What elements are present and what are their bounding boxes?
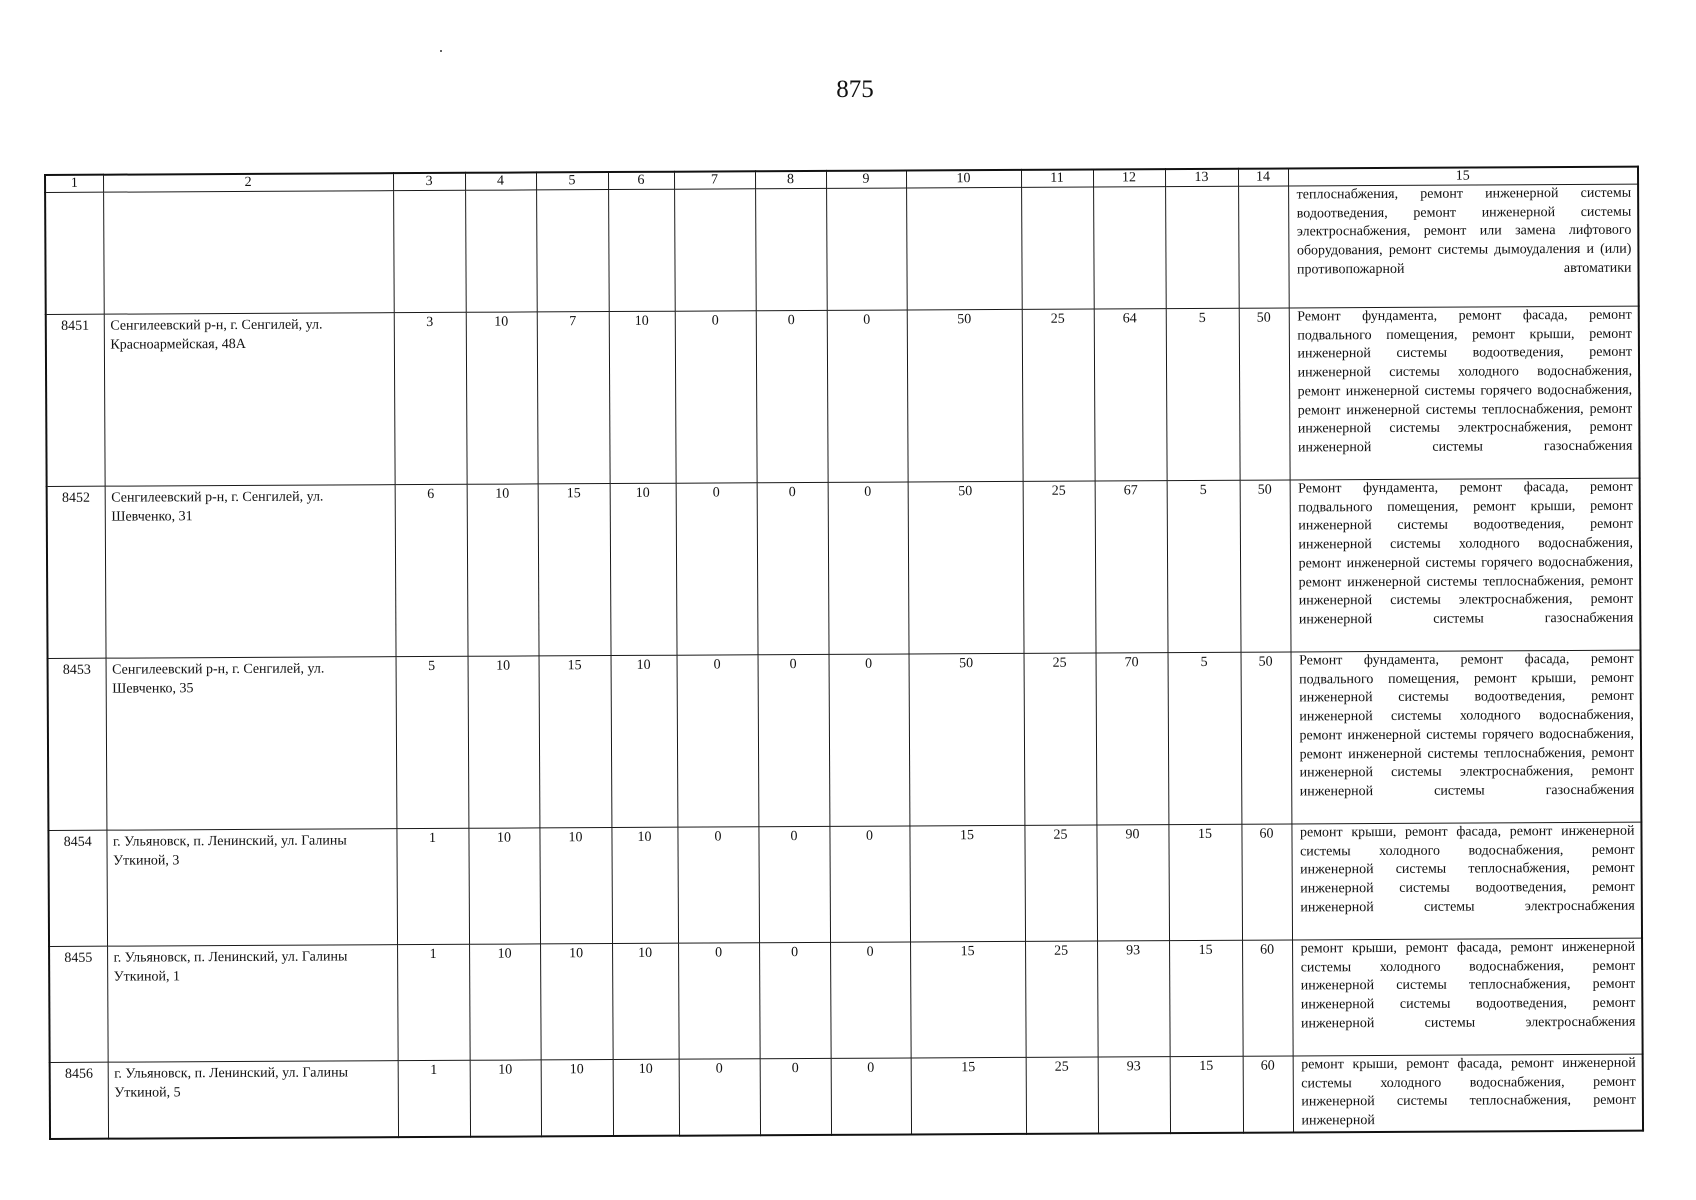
value-cell: 10 xyxy=(541,1060,613,1137)
value-cell: 10 xyxy=(466,312,538,484)
value-cell: 5 xyxy=(396,656,469,828)
value-cell: 90 xyxy=(1096,825,1169,941)
value-cell: 0 xyxy=(830,942,911,1058)
value-cell: 25 xyxy=(1024,825,1097,941)
value-cell: 0 xyxy=(756,310,828,482)
record-id-cell: 8453 xyxy=(48,658,107,830)
value-cell: 25 xyxy=(1025,941,1098,1057)
value-cell: 10 xyxy=(612,943,679,1059)
value-cell: 10 xyxy=(467,484,539,656)
repair-register-table xyxy=(44,166,1644,1140)
value-cell: 50 xyxy=(908,481,1024,654)
value-cell: 0 xyxy=(678,943,760,1059)
address-cell: Сенгилеевский р-н, г. Сенгилей, ул. Шевченко, 35 xyxy=(106,657,397,831)
value-cell: 15 xyxy=(538,484,611,656)
value-cell: 50 xyxy=(909,653,1025,826)
value-cell: 1 xyxy=(397,944,470,1060)
value-cell xyxy=(1021,187,1094,309)
value-cell: 15 xyxy=(910,941,1026,1058)
value-cell: 0 xyxy=(676,483,758,655)
address-cell: Сенгилеевский р-н, г. Сенгилей, ул. Красноармейская, 48А xyxy=(104,313,395,487)
table-row xyxy=(48,650,1642,830)
address-cell xyxy=(103,191,394,315)
column-header: 12 xyxy=(1093,169,1165,187)
table-row xyxy=(45,184,1639,314)
value-cell: 60 xyxy=(1242,940,1293,1056)
record-id-cell: 8454 xyxy=(48,830,107,946)
value-cell xyxy=(465,190,537,312)
value-cell: 0 xyxy=(759,942,831,1058)
table-row xyxy=(50,1054,1643,1139)
value-cell xyxy=(826,188,907,310)
value-cell: 10 xyxy=(611,827,678,943)
value-cell: 10 xyxy=(468,828,540,944)
works-description-cell: ремонт крыши, ремонт фасада, ремонт инженерной системы холодного водоснабжения, ремонт инженерной системы теплоснабжения, ремонт инженерной системы водоотведения, ремонт инженерной системы электроснабжения xyxy=(1292,938,1643,1056)
works-description-cell: Ремонт фундамента, ремонт фасада, ремонт подвального помещения, ремонт крыши, ремонт инженерной системы водоотведения, ремонт инженерной системы холодного водоснабжения, ремонт инженерной системы горячего водоснабжения, ремонт инженерной системы теплоснабжения, ремонт инженерной системы электроснабжения, ремонт инженерной системы газоснабжения xyxy=(1289,306,1640,480)
value-cell: 25 xyxy=(1024,653,1097,825)
value-cell: 6 xyxy=(395,484,468,656)
value-cell: 10 xyxy=(469,944,541,1060)
value-cell: 50 xyxy=(1241,652,1292,824)
record-id-cell: 8451 xyxy=(46,314,105,486)
value-cell: 25 xyxy=(1026,1057,1098,1134)
value-cell: 1 xyxy=(396,828,469,944)
table-row xyxy=(47,478,1641,658)
value-cell: 3 xyxy=(394,312,467,484)
table-row xyxy=(46,306,1640,486)
value-cell: 10 xyxy=(539,828,612,944)
value-cell: 0 xyxy=(760,1058,831,1135)
record-id-cell: 8455 xyxy=(49,946,108,1062)
value-cell xyxy=(755,188,827,310)
column-header: 1 xyxy=(45,175,103,193)
column-header: 2 xyxy=(103,173,393,192)
address-cell: г. Ульяновск, п. Ленинский, ул. Галины Уткиной, 1 xyxy=(107,945,398,1063)
value-cell xyxy=(1093,187,1166,309)
works-description-cell: Ремонт фундамента, ремонт фасада, ремонт подвального помещения, ремонт крыши, ремонт инженерной системы водоотведения, ремонт инженерной системы холодного водоснабжения, ремонт инженерной системы горячего водоснабжения, ремонт инженерной системы теплоснабжения, ремонт инженерной системы электроснабжения, ремонт инженерной системы газоснабжения xyxy=(1291,650,1642,824)
value-cell: 15 xyxy=(539,656,612,828)
value-cell: 10 xyxy=(468,656,540,828)
column-header: 14 xyxy=(1238,168,1288,186)
value-cell: 15 xyxy=(909,825,1025,942)
value-cell: 15 xyxy=(1169,940,1243,1056)
column-header: 8 xyxy=(755,171,826,189)
value-cell: 7 xyxy=(537,312,610,484)
page-number: 875 xyxy=(836,76,874,103)
value-cell xyxy=(1238,186,1289,308)
column-header: 7 xyxy=(674,171,755,189)
table-row xyxy=(49,938,1643,1062)
value-cell: 60 xyxy=(1241,824,1292,940)
table-row xyxy=(48,822,1642,946)
value-cell: 0 xyxy=(758,826,830,942)
value-cell: 93 xyxy=(1097,941,1170,1057)
value-cell: 67 xyxy=(1095,481,1168,653)
record-id-cell: 8456 xyxy=(50,1062,108,1139)
value-cell xyxy=(1165,186,1239,308)
value-cell: 1 xyxy=(398,1060,470,1137)
column-header: 6 xyxy=(608,172,674,190)
value-cell: 50 xyxy=(907,309,1023,482)
value-cell: 50 xyxy=(1239,308,1290,480)
value-cell: 10 xyxy=(610,483,677,655)
column-header: 4 xyxy=(465,172,536,190)
value-cell: 93 xyxy=(1098,1057,1170,1134)
value-cell: 70 xyxy=(1096,653,1169,825)
value-cell: 5 xyxy=(1168,652,1242,824)
value-cell xyxy=(393,190,466,312)
column-header: 5 xyxy=(536,172,608,190)
value-cell: 0 xyxy=(829,654,910,826)
address-cell: г. Ульяновск, п. Ленинский, ул. Галины Уткиной, 3 xyxy=(106,829,397,947)
column-header: 11 xyxy=(1021,170,1093,188)
value-cell: 60 xyxy=(1243,1056,1293,1133)
value-cell: 10 xyxy=(470,1060,541,1137)
value-cell: 10 xyxy=(611,655,678,827)
column-header: 3 xyxy=(393,173,465,191)
value-cell xyxy=(906,187,1022,310)
value-cell: 5 xyxy=(1167,480,1241,652)
scan-speck xyxy=(440,50,442,52)
works-description-cell: теплоснабжения, ремонт инженерной системы водоотведения, ремонт инженерной системы электроснабжения, ремонт или замена лифтового оборудования, ремонт системы дымоудаления и (или) противопожарной автоматики xyxy=(1288,184,1639,308)
value-cell: 25 xyxy=(1023,481,1096,653)
value-cell: 0 xyxy=(677,655,759,827)
column-header: 9 xyxy=(826,170,906,188)
value-cell: 10 xyxy=(540,944,613,1060)
value-cell: 25 xyxy=(1022,309,1095,481)
value-cell: 5 xyxy=(1166,308,1240,480)
column-header: 15 xyxy=(1288,167,1638,186)
value-cell: 0 xyxy=(827,310,908,482)
value-cell: 0 xyxy=(831,1058,911,1135)
works-description-cell: Ремонт фундамента, ремонт фасада, ремонт подвального помещения, ремонт крыши, ремонт инженерной системы водоотведения, ремонт инженерной системы холодного водоснабжения, ремонт инженерной системы горячего водоснабжения, ремонт инженерной системы теплоснабжения, ремонт инженерной системы электроснабжения, ремонт инженерной системы газоснабжения xyxy=(1290,478,1641,652)
value-cell: 15 xyxy=(911,1057,1026,1134)
address-cell: г. Ульяновск, п. Ленинский, ул. Галины Уткиной, 5 xyxy=(108,1061,398,1139)
value-cell: 0 xyxy=(758,654,830,826)
value-cell: 0 xyxy=(677,827,759,943)
value-cell: 50 xyxy=(1240,480,1291,652)
works-description-cell: ремонт крыши, ремонт фасада, ремонт инженерной системы холодного водоснабжения, ремонт инженерной системы теплоснабжения, ремонт инженерной системы водоотведения, ремонт инженерной системы электроснабжения xyxy=(1291,822,1642,940)
value-cell: 0 xyxy=(757,482,829,654)
value-cell: 0 xyxy=(679,1059,760,1136)
record-id-cell: 8452 xyxy=(47,486,106,658)
value-cell: 10 xyxy=(609,311,676,483)
column-header: 10 xyxy=(906,170,1021,188)
column-header: 13 xyxy=(1165,169,1238,187)
value-cell: 64 xyxy=(1094,309,1167,481)
record-id-cell xyxy=(45,192,104,314)
value-cell: 0 xyxy=(829,826,910,942)
value-cell xyxy=(608,189,675,311)
value-cell: 15 xyxy=(1170,1056,1243,1133)
value-cell: 0 xyxy=(828,482,909,654)
value-cell xyxy=(674,189,756,311)
value-cell: 10 xyxy=(613,1059,679,1136)
value-cell: 0 xyxy=(675,311,757,483)
works-description-cell: ремонт крыши, ремонт фасада, ремонт инженерной системы холодного водоснабжения, ремонт инженерной системы теплоснабжения, ремонт инженерной xyxy=(1293,1054,1643,1132)
value-cell xyxy=(536,190,609,312)
address-cell: Сенгилеевский р-н, г. Сенгилей, ул. Шевченко, 31 xyxy=(105,485,396,659)
value-cell: 15 xyxy=(1168,824,1242,940)
